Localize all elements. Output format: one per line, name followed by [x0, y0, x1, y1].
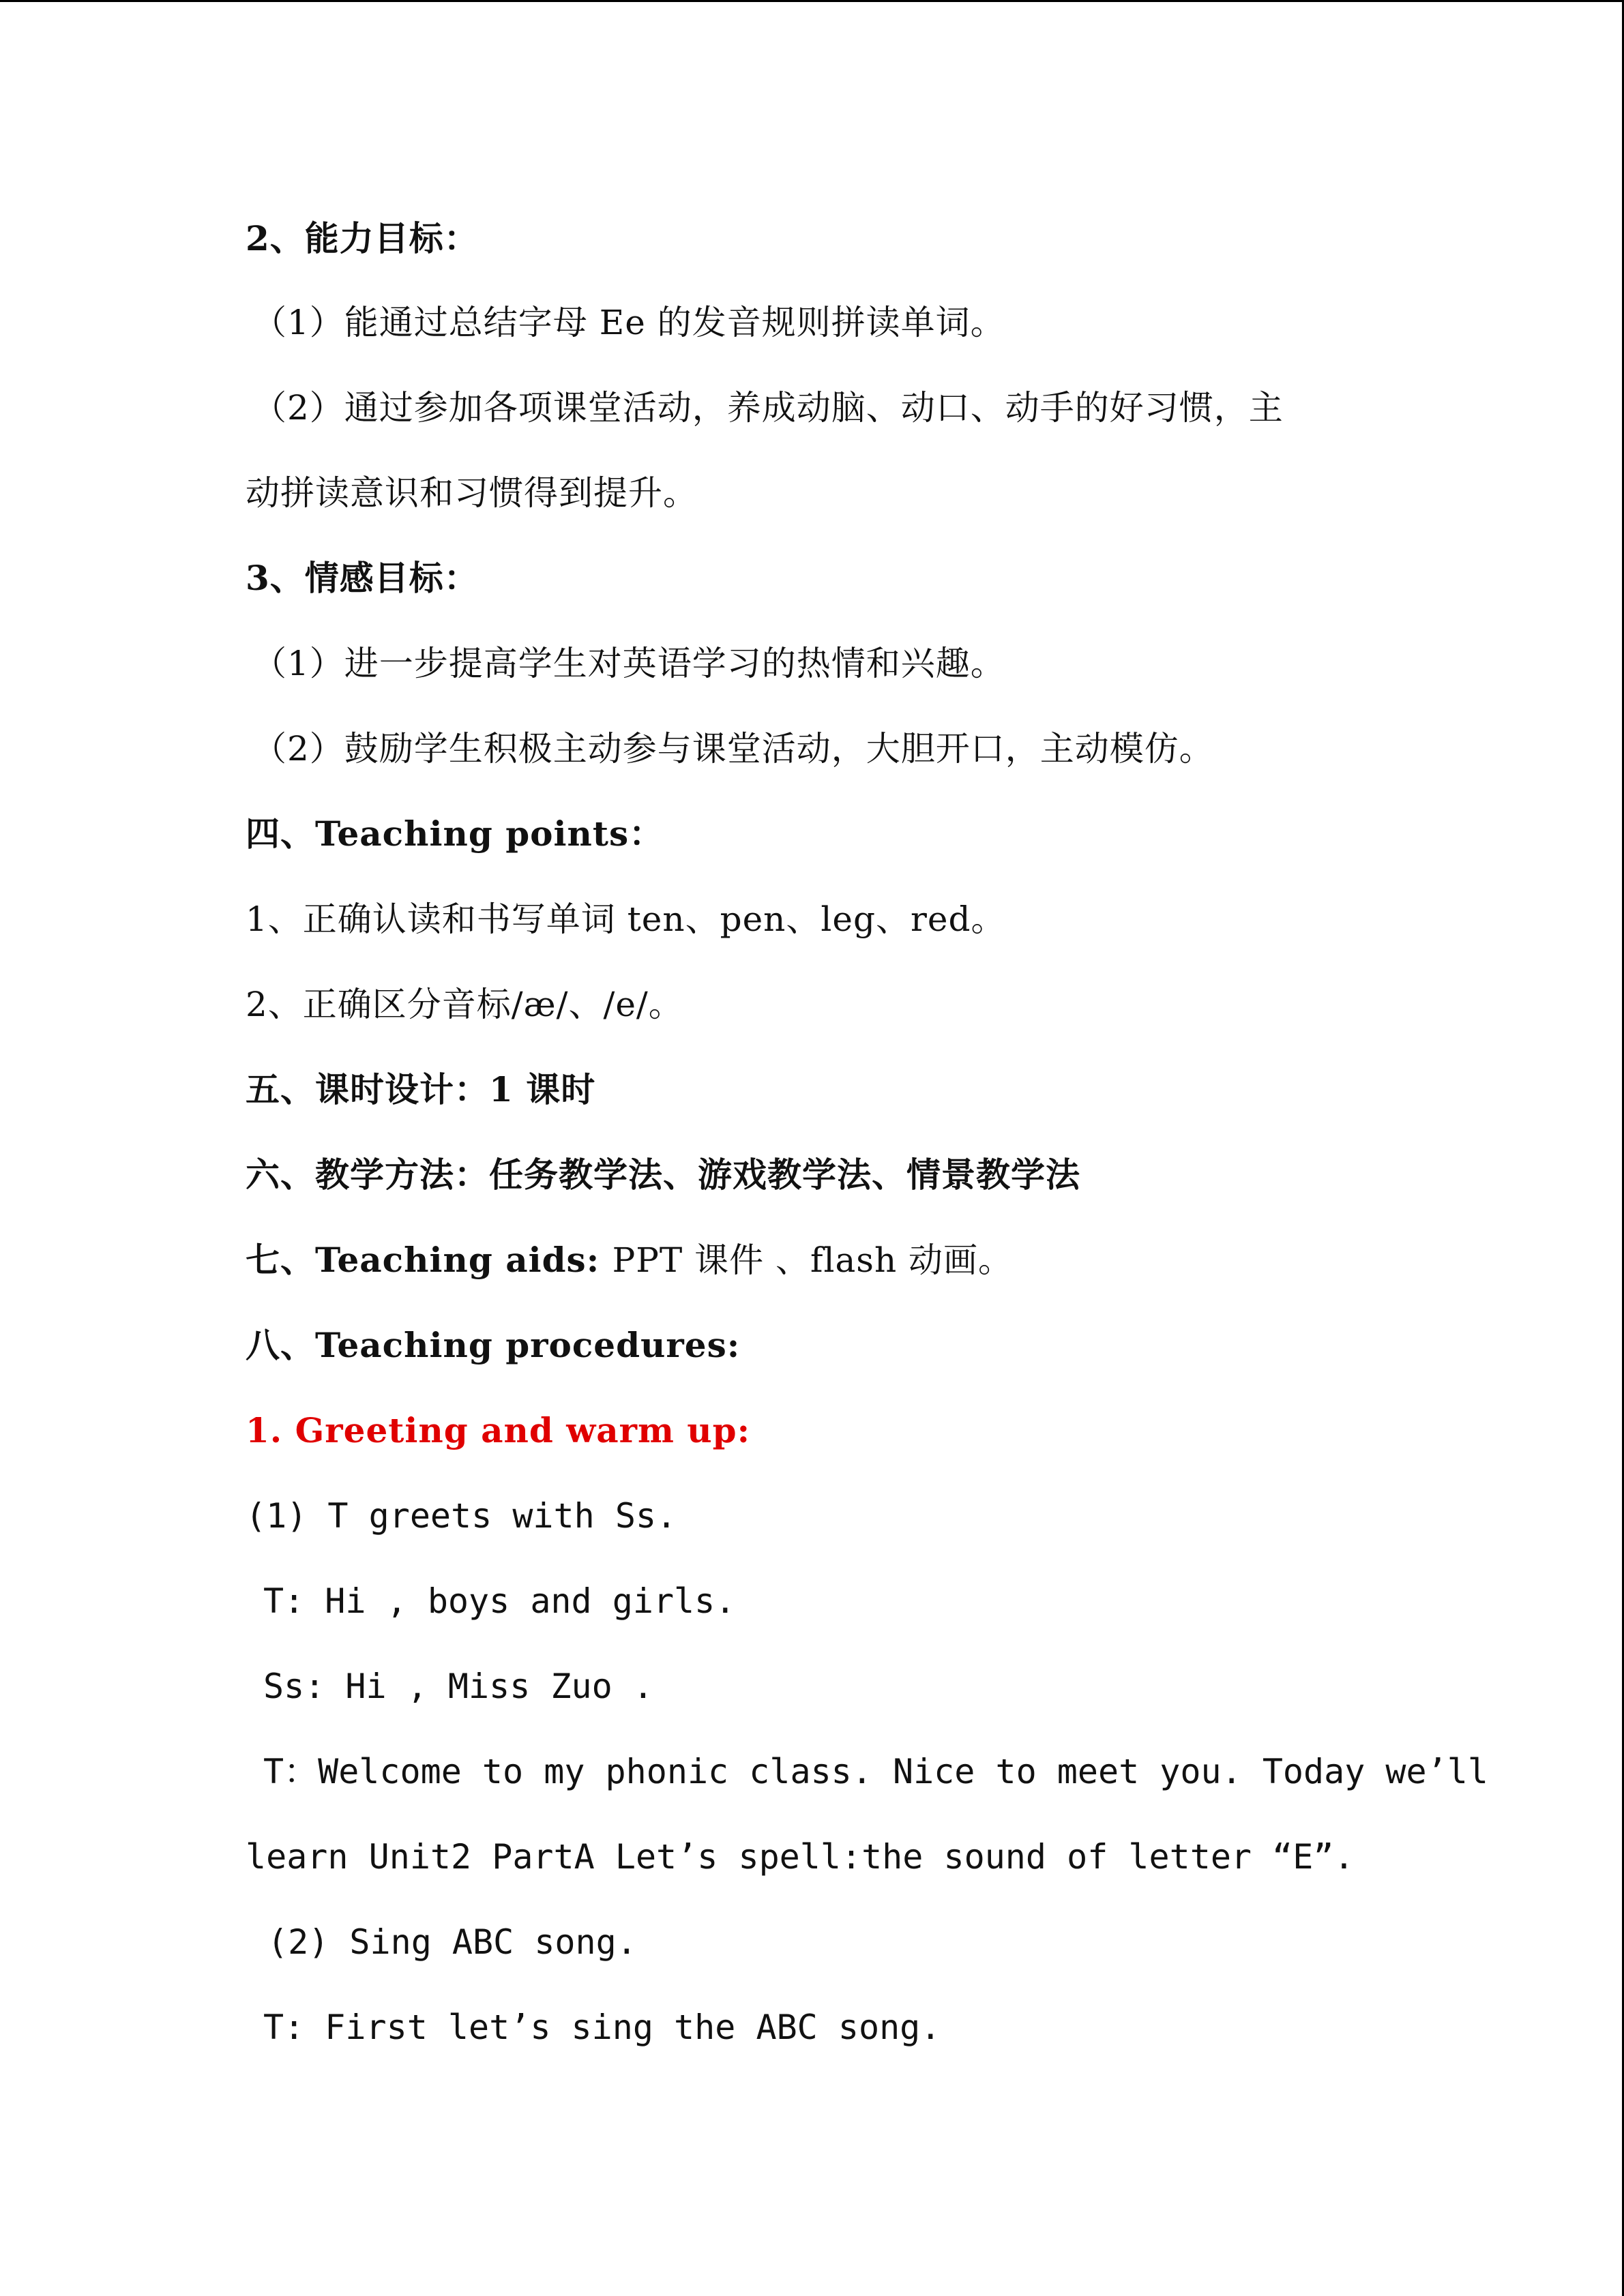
page-top-border: [0, 0, 1624, 2]
emotion-goal-1: （1）进一步提高学生对英语学习的热情和兴趣。: [252, 644, 1005, 683]
teaching-aids-line: [246, 1240, 1013, 1281]
ability-goals-heading: 2、能力目标：: [246, 218, 479, 258]
procedure-step-1: (1) T greets with Ss.: [246, 1496, 677, 1536]
lesson-design-heading: 五、课时设计：1 课时: [246, 1069, 596, 1109]
emotion-goal-2: （2）鼓励学生积极主动参与课堂活动，大胆开口，主动模仿。: [252, 729, 1214, 769]
teaching-aids-value: PPT 课件 、flash 动画。: [612, 1240, 1014, 1280]
dialogue-students-1: Ss: Hi , Miss Zuo .: [263, 1667, 653, 1706]
dialogue-teacher-3: T: First let’s sing the ABC song.: [263, 2008, 941, 2047]
dialogue-teacher-2-line2: learn Unit2 PartA Let’s spell:the sound of letter “E”.: [246, 1837, 1355, 1877]
dialogue-teacher-1: T: Hi , boys and girls.: [263, 1581, 736, 1621]
teaching-aids-label: 七、Teaching aids:: [246, 1240, 612, 1280]
teaching-point-1: 1、正确认读和书写单词 ten、pen、leg、red。: [246, 899, 1006, 939]
emotion-goals-heading: 3、情感目标：: [246, 558, 479, 598]
teaching-methods-heading: 六、教学方法：任务教学法、游戏教学法、情景教学法: [246, 1154, 1080, 1195]
greeting-warmup-heading: 1. Greeting and warm up:: [246, 1410, 751, 1450]
ability-goal-2-line2: 动拼读意识和习惯得到提升。: [246, 473, 698, 513]
teaching-point-2: 2、正确区分音标/æ/、/e/。: [246, 985, 683, 1024]
ability-goal-2-line1: （2）通过参加各项课堂活动，养成动脑、动口、动手的好习惯，主: [252, 388, 1284, 428]
dialogue-teacher-2-line1: T：Welcome to my phonic class. Nice to meet you. Today we’ll: [263, 1752, 1488, 1791]
teaching-points-heading: 四、Teaching points：: [246, 814, 664, 854]
ability-goal-1: （1）能通过总结字母 Ee 的发音规则拼读单词。: [252, 303, 1005, 342]
teaching-procedures-heading: 八、Teaching procedures:: [246, 1325, 741, 1365]
procedure-step-2: (2) Sing ABC song.: [267, 1922, 637, 1962]
